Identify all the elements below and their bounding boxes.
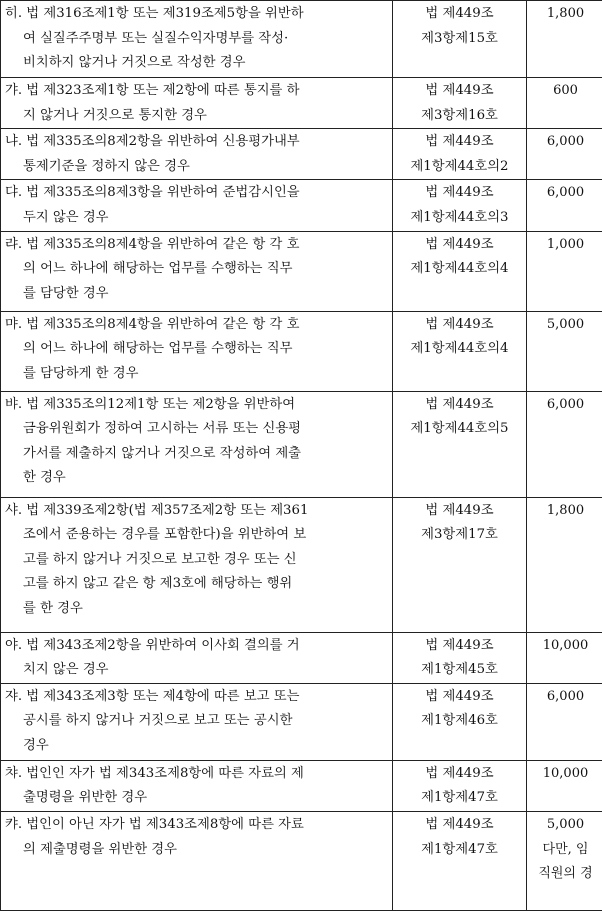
violation-line: 가서를 제출하지 않거나 거짓으로 작성하여 제출 <box>5 442 390 467</box>
provision-line: 제1항제47호 <box>393 838 526 863</box>
provision-line: 제3항제17호 <box>393 523 526 548</box>
violation-line: 챠. 법인인 자가 법 제343조제8항에 따른 자료의 제 <box>5 762 390 787</box>
provision-line: 제1항제44호의2 <box>393 155 526 180</box>
penalty-amount-cell-text <box>527 1 602 27</box>
provision-cell-text <box>393 232 526 282</box>
provision-cell <box>393 391 527 497</box>
violation-line: 를 담당한 경우 <box>5 282 390 307</box>
violation-line: 두지 않은 경우 <box>5 206 390 231</box>
violation-cell <box>1 231 393 311</box>
provision-line: 법 제449조 <box>393 762 526 787</box>
penalty-amount-cell <box>527 391 602 497</box>
provision-cell <box>393 1 527 78</box>
provision-cell-text <box>393 1 526 51</box>
provision-cell <box>393 129 527 180</box>
violation-line: 댜. 법 제335조의8제3항을 위반하여 준법감시인을 <box>5 181 390 206</box>
penalty-amount-cell-text <box>527 129 602 155</box>
provision-line: 법 제449조 <box>393 499 526 524</box>
violation-line: 를 담당하게 한 경우 <box>5 362 390 387</box>
amount-line: 5,000 <box>527 313 602 338</box>
provision-line: 제1항제45호 <box>393 658 526 683</box>
amount-line: 6,000 <box>527 685 602 710</box>
penalty-amount-cell-text <box>527 180 602 206</box>
violation-line: 랴. 법 제335조의8제4항을 위반하여 같은 항 각 호 <box>5 233 390 258</box>
table-row <box>1 129 602 180</box>
violation-cell-text <box>1 761 392 811</box>
provision-line: 법 제449조 <box>393 79 526 104</box>
violation-line: 야. 법 제343조제2항을 위반하여 이사회 결의를 거 <box>5 634 390 659</box>
amount-line: 6,000 <box>527 181 602 206</box>
provision-cell <box>393 683 527 760</box>
violation-line: 고를 하지 않고 같은 항 제3호에 해당하는 행위 <box>5 572 390 597</box>
violation-cell-text <box>1 633 392 683</box>
provision-cell <box>393 231 527 311</box>
amount-line: 10,000 <box>527 762 602 787</box>
provision-cell <box>393 811 527 910</box>
violation-cell <box>1 1 393 78</box>
amount-line: 5,000 <box>527 813 602 838</box>
violation-cell <box>1 683 393 760</box>
violation-cell <box>1 129 393 180</box>
provision-line: 법 제449조 <box>393 813 526 838</box>
violation-cell-text <box>1 392 392 491</box>
violation-line: 히. 법 제316조제1항 또는 제319조제5항을 위반하 <box>5 2 390 27</box>
violation-line: 지 않거나 거짓으로 통지한 경우 <box>5 104 390 129</box>
violation-line: 공시를 하지 않거나 거짓으로 보고 또는 공시한 <box>5 709 390 734</box>
provision-cell-text <box>393 129 526 179</box>
penalty-amount-cell-text <box>527 78 602 104</box>
table-row <box>1 497 602 632</box>
violation-line: 치지 않은 경우 <box>5 658 390 683</box>
table-row <box>1 683 602 760</box>
table-row <box>1 391 602 497</box>
violation-line: 캬. 법인이 아닌 자가 법 제343조제8항에 따른 자료 <box>5 813 390 838</box>
table-row <box>1 811 602 910</box>
penalty-amount-cell-text <box>527 684 602 710</box>
violation-line: 갸. 법 제323조제1항 또는 제2항에 따른 통지를 하 <box>5 79 390 104</box>
penalty-amount-cell-text <box>527 232 602 258</box>
provision-cell <box>393 632 527 683</box>
violation-cell-text <box>1 129 392 179</box>
provision-line: 법 제449조 <box>393 181 526 206</box>
provision-line: 제1항제44호의4 <box>393 337 526 362</box>
amount-line: 1,800 <box>527 499 602 524</box>
amount-line: 직원의 경 <box>527 862 602 887</box>
penalty-amount-cell-text <box>527 498 602 524</box>
penalty-amount-cell-text <box>527 761 602 787</box>
table-row <box>1 632 602 683</box>
violation-cell <box>1 78 393 129</box>
table-row <box>1 760 602 811</box>
provision-line: 제1항제46호 <box>393 709 526 734</box>
provision-line: 법 제449조 <box>393 634 526 659</box>
violation-line: 먀. 법 제335조의8제4항을 위반하여 같은 항 각 호 <box>5 313 390 338</box>
violation-line: 한 경우 <box>5 466 390 491</box>
amount-line: 다만, 임 <box>527 838 602 863</box>
violation-line: 조에서 준용하는 경우를 포함한다)을 위반하여 보 <box>5 523 390 548</box>
provision-line: 제1항제44호의4 <box>393 257 526 282</box>
violation-cell-text <box>1 1 392 76</box>
table-row <box>1 231 602 311</box>
amount-line: 1,800 <box>527 2 602 27</box>
provision-line: 법 제449조 <box>393 2 526 27</box>
provision-cell-text <box>393 180 526 230</box>
penalty-amount-cell-text <box>527 312 602 338</box>
provision-line: 법 제449조 <box>393 130 526 155</box>
provision-line: 제1항제44호의5 <box>393 417 526 442</box>
violation-cell-text <box>1 684 392 759</box>
violation-line: 비치하지 않거나 거짓으로 작성한 경우 <box>5 51 390 76</box>
violation-cell <box>1 180 393 231</box>
provision-line: 법 제449조 <box>393 393 526 418</box>
penalty-amount-cell <box>527 683 602 760</box>
penalty-amount-cell <box>527 811 602 910</box>
penalty-amount-cell <box>527 760 602 811</box>
table-row <box>1 1 602 78</box>
table-row <box>1 78 602 129</box>
violation-line: 금융위원회가 정하여 고시하는 서류 또는 신용평 <box>5 417 390 442</box>
amount-line: 10,000 <box>527 634 602 659</box>
violation-line: 출명령을 위반한 경우 <box>5 786 390 811</box>
amount-line: 6,000 <box>527 130 602 155</box>
violation-cell-text <box>1 498 392 622</box>
violation-cell <box>1 497 393 632</box>
violation-line: 의 어느 하나에 해당하는 업무를 수행하는 직무 <box>5 337 390 362</box>
amount-line: 600 <box>527 79 602 104</box>
violation-line: 통제기준을 정하지 않은 경우 <box>5 155 390 180</box>
violation-line: 경우 <box>5 734 390 759</box>
violation-cell-text <box>1 232 392 307</box>
penalty-table-body <box>1 1 602 911</box>
provision-cell-text <box>393 684 526 734</box>
violation-cell-text <box>1 180 392 230</box>
provision-line: 제3항제15호 <box>393 27 526 52</box>
provision-line: 법 제449조 <box>393 685 526 710</box>
penalty-amount-cell <box>527 632 602 683</box>
penalty-amount-cell <box>527 180 602 231</box>
violation-line: 여 실질주주명부 또는 실질수익자명부를 작성· <box>5 27 390 52</box>
violation-line: 의 제출명령을 위반한 경우 <box>5 838 390 863</box>
penalty-amount-cell <box>527 231 602 311</box>
violation-line: 고를 하지 않거나 거짓으로 보고한 경우 또는 신 <box>5 548 390 573</box>
provision-cell-text <box>393 812 526 862</box>
violation-cell <box>1 811 393 910</box>
penalty-amount-cell-text <box>527 812 602 887</box>
provision-cell <box>393 78 527 129</box>
penalty-amount-cell-text <box>527 392 602 418</box>
provision-cell-text <box>393 633 526 683</box>
penalty-amount-cell <box>527 497 602 632</box>
provision-cell <box>393 760 527 811</box>
violation-line: 샤. 법 제339조제2항(법 제357조제2항 또는 제361 <box>5 499 390 524</box>
provision-line: 제1항제44호의3 <box>393 206 526 231</box>
provision-cell-text <box>393 78 526 128</box>
provision-cell <box>393 180 527 231</box>
penalty-amount-cell <box>527 1 602 78</box>
violation-cell <box>1 311 393 391</box>
provision-cell-text <box>393 312 526 362</box>
amount-line: 1,000 <box>527 233 602 258</box>
violation-cell-text <box>1 812 392 862</box>
violation-line: 냐. 법 제335조의8제2항을 위반하여 신용평가내부 <box>5 130 390 155</box>
violation-line: 의 어느 하나에 해당하는 업무를 수행하는 직무 <box>5 257 390 282</box>
penalty-amount-cell <box>527 129 602 180</box>
provision-line: 제1항제47호 <box>393 786 526 811</box>
table-row <box>1 180 602 231</box>
violation-line: 뱌. 법 제335조의12제1항 또는 제2항을 위반하여 <box>5 393 390 418</box>
provision-cell-text <box>393 392 526 442</box>
violation-cell-text <box>1 312 392 387</box>
violation-cell <box>1 760 393 811</box>
violation-line: 를 한 경우 <box>5 597 390 622</box>
provision-line: 제3항제16호 <box>393 104 526 129</box>
table-row <box>1 311 602 391</box>
violation-cell <box>1 391 393 497</box>
provision-cell <box>393 497 527 632</box>
provision-cell-text <box>393 761 526 811</box>
violation-cell-text <box>1 78 392 128</box>
amount-line: 6,000 <box>527 393 602 418</box>
penalty-amount-cell <box>527 78 602 129</box>
provision-cell-text <box>393 498 526 548</box>
provision-line: 법 제449조 <box>393 233 526 258</box>
violation-line: 쟈. 법 제343조제3항 또는 제4항에 따른 보고 또는 <box>5 685 390 710</box>
penalty-amount-cell-text <box>527 633 602 659</box>
provision-line: 법 제449조 <box>393 313 526 338</box>
provision-cell <box>393 311 527 391</box>
penalty-amount-cell <box>527 311 602 391</box>
violation-cell <box>1 632 393 683</box>
